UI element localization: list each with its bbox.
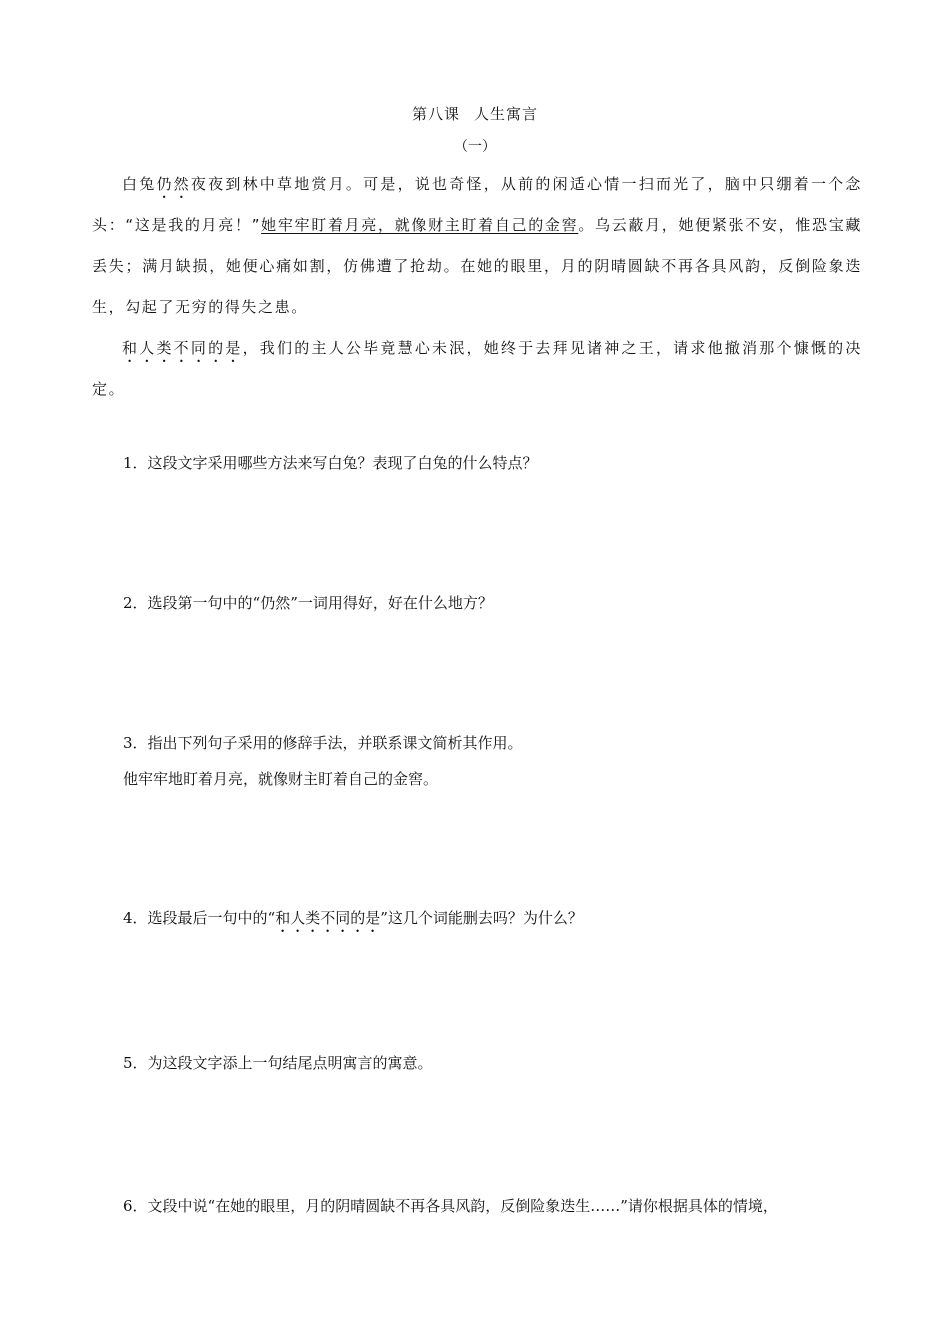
question-text: 4．选段最后一句中的“ <box>123 909 276 927</box>
question-1: 1．这段文字采用哪些方法来写白兔？表现了白兔的什么特点？ <box>123 454 538 472</box>
page-title <box>0 103 950 124</box>
quoted-word: 仍然 <box>260 594 291 612</box>
emphasized-phrase: 和人类不同的是 <box>122 339 243 357</box>
passage-paragraph-2 <box>92 328 862 410</box>
question-text: ”一词用得好，好在什么地方？ <box>290 594 493 612</box>
question-6: 6．文段中说“在她的眼里，月的阴晴圆缺不再各具风韵，反倒险象迭生……”请你根据具体的情境， <box>123 1197 778 1215</box>
lesson-name: 人生寓言 <box>474 105 539 123</box>
question-text: ”这几个词能删去吗？为什么？ <box>380 909 583 927</box>
question-2 <box>123 593 883 613</box>
emphasized-word: 仍然 <box>156 175 191 193</box>
passage-text: 夜夜到林中草地赏月。可是，说也奇怪，从前的闲适心情一扫而光了，脑中只绷着一个念头：“这是我的月亮！” <box>92 175 863 234</box>
question-5: 5．为这段文字添上一句结尾点明寓言的寓意。 <box>123 1054 433 1072</box>
question-3-sentence: 他牢牢地盯着月亮，就像财主盯着自己的金窖。 <box>123 770 439 788</box>
question-text: 2．选段第一句中的“ <box>123 594 261 612</box>
section-subtitle: （一） <box>454 139 496 155</box>
question-4 <box>123 908 883 936</box>
lesson-number: 第八课 <box>411 105 460 123</box>
underlined-sentence: 她牢牢盯着月亮，就像财主盯着自己的金窖 <box>261 216 579 234</box>
passage-text: ，我们的主人公毕竟慧心未泯，她终于去拜见诸神之王，请求他撤消那个慷慨的决定。 <box>92 339 863 398</box>
passage-paragraph-1 <box>92 164 862 328</box>
question-3: 3．指出下列句子采用的修辞手法，并联系课文简析其作用。 <box>123 734 523 752</box>
passage-text: 白兔 <box>122 175 157 193</box>
emphasized-phrase: 和人类不同的是 <box>275 909 381 927</box>
passage-text: 。乌云蔽月，她便紧张不安，惟恐宝藏丢失；满月缺损，她便心痛如割，仿佛遭了抢劫。在她的眼里，月的阴晴圆缺不再各具风韵，反倒险象迭生，勾起了无穷的得失之患。 <box>92 216 863 316</box>
